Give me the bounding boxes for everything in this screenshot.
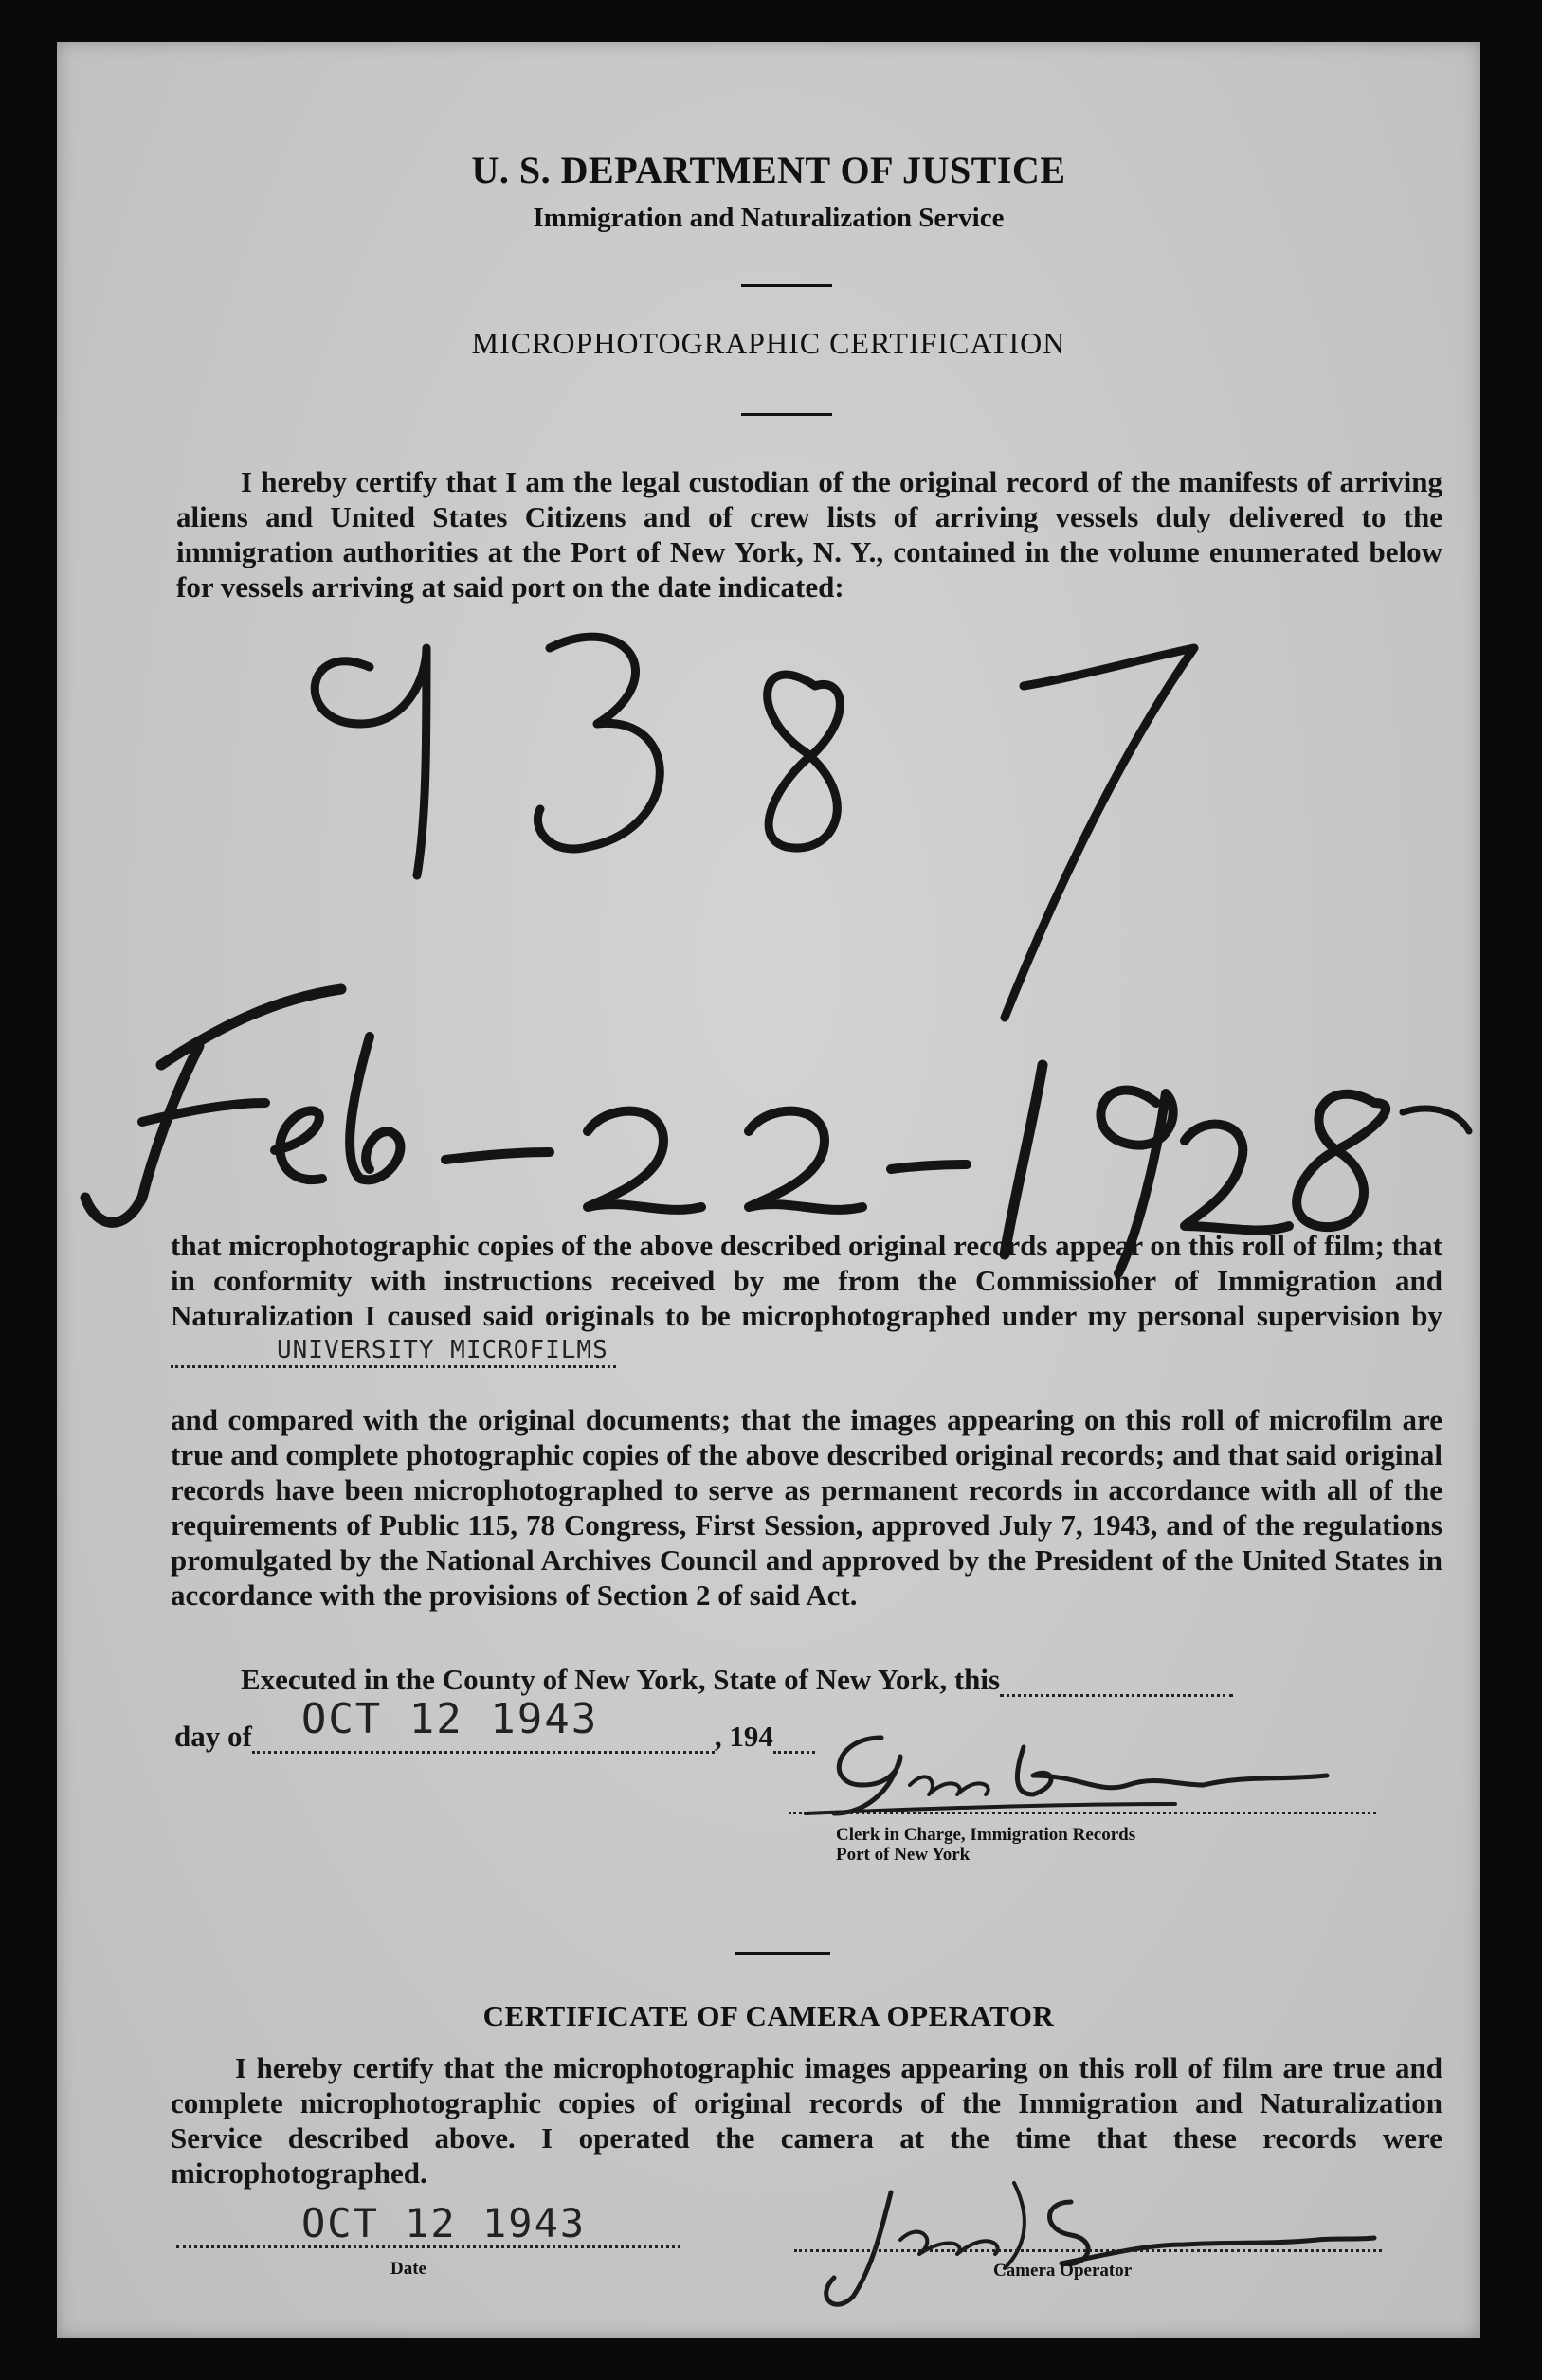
company-name-stamp: UNIVERSITY MICROFILMS: [277, 1336, 608, 1364]
camera-date-stamp: OCT 12 1943: [301, 2200, 587, 2246]
divider: [741, 413, 832, 416]
company-name-field: [171, 1337, 616, 1368]
handwritten-volume-and-date: [57, 572, 1480, 1292]
day-of-label: day of: [174, 1720, 252, 1753]
clerk-title-line-1: Clerk in Charge, Immigration Records: [836, 1825, 1136, 1845]
camera-certificate-text: I hereby certify that the microphotographic images appearing on this roll of film are true and complete microphotographic copies of original records of the Immigration and Naturalization Service described above. I operated the camera at the time that these records were microphotographed.: [171, 2051, 1442, 2190]
execution-date-stamp: OCT 12 1943: [300, 1695, 599, 1743]
executed-line: [241, 1662, 1442, 1697]
copies-text-before-name: that microphotographic copies of the above described original records appear on this roll of film; that in conformity with instructions received by me from the Commissioner of Immigration and Naturalization I caused said originals to be microphotographed under my personal supervision by: [171, 1229, 1442, 1332]
department-heading: U. S. DEPARTMENT OF JUSTICE: [471, 149, 1066, 191]
camera-date-label: Date: [390, 2259, 426, 2279]
service-subheading: Immigration and Naturalization Service: [533, 203, 1005, 233]
copies-paragraph-part-2: and compared with the original documents; that the images appearing on this roll of microfilm are true and complete photographic copies of the above described original records; and that said original records have been microphotographed to serve as permanent records in accordance with all of the requirements of Public 115, 78 Congress, First Session, approved July 7, 1943, and of the regulations promulgated by the National Archives Council and approved by the President of the United States in accordance with the provisions of Section 2 of said Act.: [171, 1403, 1442, 1612]
executed-text: Executed in the County of New York, State of New York, this: [241, 1663, 1001, 1696]
clerk-signature: [777, 1709, 1384, 1842]
camera-operator-signature: [787, 2164, 1403, 2316]
clerk-title-line-2: Port of New York: [836, 1845, 971, 1865]
certificate-page: [57, 42, 1480, 2338]
camera-operator-signature-line: [794, 2249, 1382, 2252]
executed-day-field: [1000, 1669, 1233, 1697]
divider: [735, 1952, 830, 1955]
day-of-line: day of OCT 12 1943 , 194: [174, 1719, 1027, 1754]
certification-title: MICROPHOTOGRAPHIC CERTIFICATION: [471, 326, 1066, 360]
custodian-paragraph: I hereby certify that I am the legal custodian of the original record of the manifests of arriving aliens and United States Citizens and of crew lists of arriving vessels duly delivered to the immigration authorities at the Port of New York, N. Y., contained in the volume enumerated below for vessels arriving at said port on the date indicated:: [176, 465, 1442, 604]
clerk-signature-line: [789, 1812, 1376, 1814]
copies-paragraph-part-1: [171, 1228, 1442, 1368]
handwritten-volume-number: [315, 637, 1194, 1018]
year-prefix: 194: [729, 1720, 773, 1753]
camera-operator-label: Camera Operator: [993, 2261, 1133, 2281]
camera-certificate-title: CERTIFICATE OF CAMERA OPERATOR: [482, 1999, 1055, 2032]
divider: [741, 284, 832, 287]
